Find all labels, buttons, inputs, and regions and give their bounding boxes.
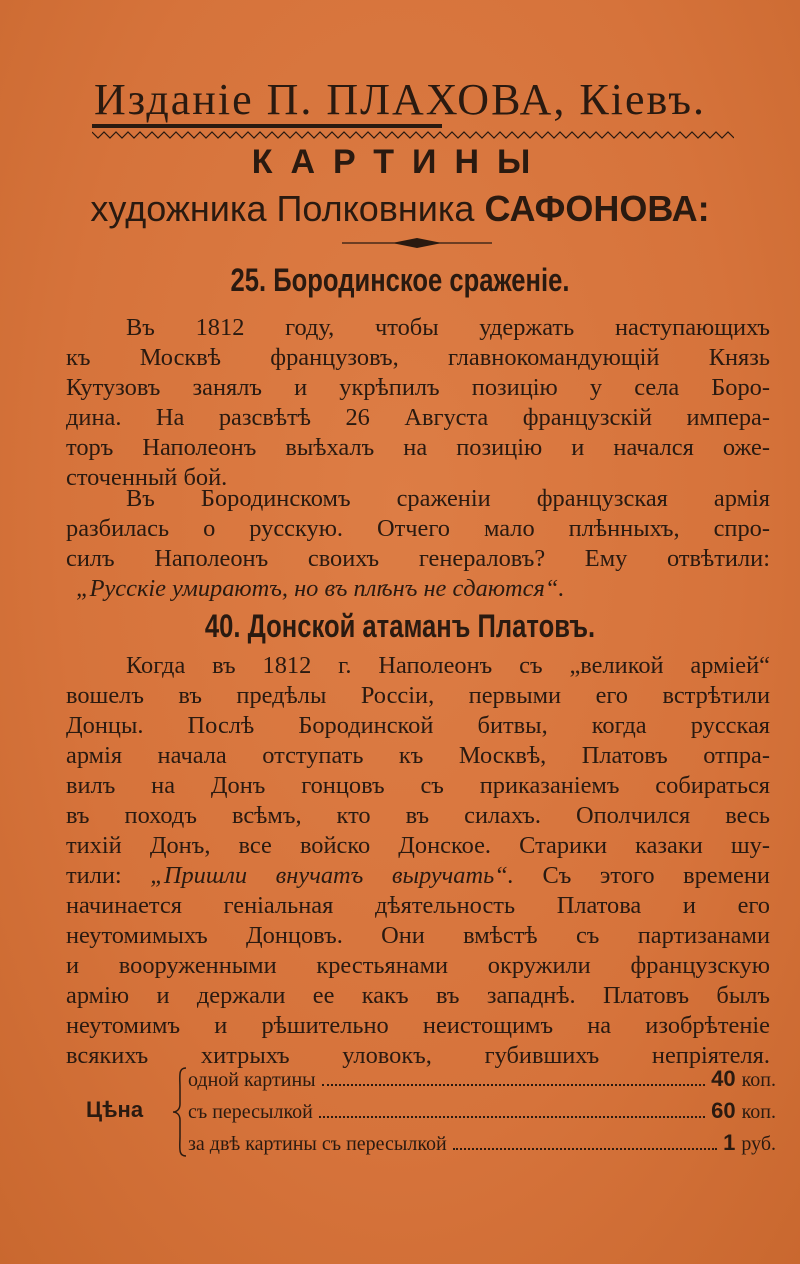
text-line <box>66 861 770 891</box>
leader-dots <box>322 1083 705 1086</box>
price-list <box>86 1064 776 1160</box>
text-line: всякихъ хитрыхъ уловокъ, губившихъ непріятеля. <box>66 1042 770 1069</box>
main-title: КАРТИНЫ <box>251 143 549 181</box>
price-unit: руб. <box>741 1133 776 1155</box>
quote-line: „Русскіе умираютъ, но въ плѣнъ не сдаются“. <box>76 575 565 602</box>
text-line: начинается геніальная дѣятельность Платова и его <box>66 892 770 919</box>
price-item-name: за двѣ картины съ пересылкой <box>188 1133 447 1155</box>
line-suffix: Съ этого времени <box>542 862 770 889</box>
price-label: Цѣна <box>86 1097 144 1122</box>
inline-quote: „Пришли внучатъ выручать“. <box>150 862 514 889</box>
price-amount: 40 <box>711 1066 736 1091</box>
text-line: вилъ на Донъ гонцовъ съ приказаніемъ собираться <box>66 772 770 799</box>
section-heading-borodino: 25. Бородинское сраженіе. <box>230 262 570 298</box>
price-row <box>188 1128 776 1158</box>
text-line: Въ 1812 году, чтобы удержать наступающихъ <box>126 314 770 341</box>
brace <box>172 1066 188 1158</box>
text-line: торъ Наполеонъ выѣхалъ на позицію и начался оже- <box>66 434 770 461</box>
section-heading-platov: 40. Донской атаманъ Платовъ. <box>204 608 596 644</box>
text-line: Кутузовъ занялъ и укрѣпилъ позицію у села Боро- <box>66 374 770 401</box>
text-line: неутомимыхъ Донцовъ. Они вмѣстѣ съ партизанами <box>66 922 770 949</box>
price-amount: 60 <box>711 1098 736 1123</box>
text-line: разбилась о русскую. Отчего мало плѣнныхъ, спро- <box>66 515 770 542</box>
text-line: сточенный бой. <box>66 464 228 491</box>
price-item-name: съ пересылкой <box>188 1101 313 1123</box>
text-line: Когда въ 1812 г. Наполеонъ съ „великой арміей“ <box>126 652 770 679</box>
text-line: тихій Донъ, все войско Донское. Старики казаки шу- <box>66 832 770 859</box>
subtitle-prefix: художника Полковника <box>90 188 475 229</box>
text-line: вошелъ въ предѣлы Россіи, первыми его встрѣтили <box>66 682 770 709</box>
text-line: Въ Бородинскомъ сраженіи французская армія <box>126 485 770 512</box>
text-line: въ походъ всѣмъ, кто въ силахъ. Ополчился весь <box>66 802 770 829</box>
text-line: неутомимъ и рѣшительно неистощимъ на изобрѣтеніе <box>66 1012 770 1039</box>
text-line: силъ Наполеонъ своихъ генераловъ? Ему отвѣтили: <box>66 545 770 572</box>
price-row <box>188 1096 776 1126</box>
text-line: Донцы. Послѣ Бородинской битвы, когда русская <box>66 712 770 739</box>
zigzag-rule <box>92 124 734 142</box>
paragraph-borodino-2 <box>66 484 770 604</box>
paragraph-borodino-1 <box>66 313 770 493</box>
price-item-name: одной картины <box>188 1069 316 1091</box>
text-line: къ Москвѣ французовъ, главнокомандующій Князь <box>66 344 770 371</box>
leader-dots <box>453 1147 717 1150</box>
line-prefix: тили: <box>66 862 122 889</box>
text-line: армія начала отступать къ Москвѣ, Платовъ отпра- <box>66 742 770 769</box>
artist-name: САФОНОВА: <box>484 188 710 229</box>
price-unit: коп. <box>741 1101 776 1123</box>
price-amount: 1 <box>723 1130 736 1155</box>
price-unit: коп. <box>741 1069 776 1091</box>
text-line: и вооруженными крестьянами окружили французскую <box>66 952 770 979</box>
leader-dots <box>319 1115 705 1118</box>
text-line: армію и держали ее какъ въ западнѣ. Платовъ былъ <box>66 982 770 1009</box>
publisher-line: Изданіе П. ПЛАХОВА, Кіевъ. <box>94 75 706 124</box>
subtitle <box>0 184 800 234</box>
divider-ornament <box>342 236 492 250</box>
text-line: дина. На разсвѣтѣ 26 Августа французскій импера- <box>66 404 770 431</box>
paragraph-platov <box>66 651 770 1071</box>
price-row <box>188 1064 776 1094</box>
